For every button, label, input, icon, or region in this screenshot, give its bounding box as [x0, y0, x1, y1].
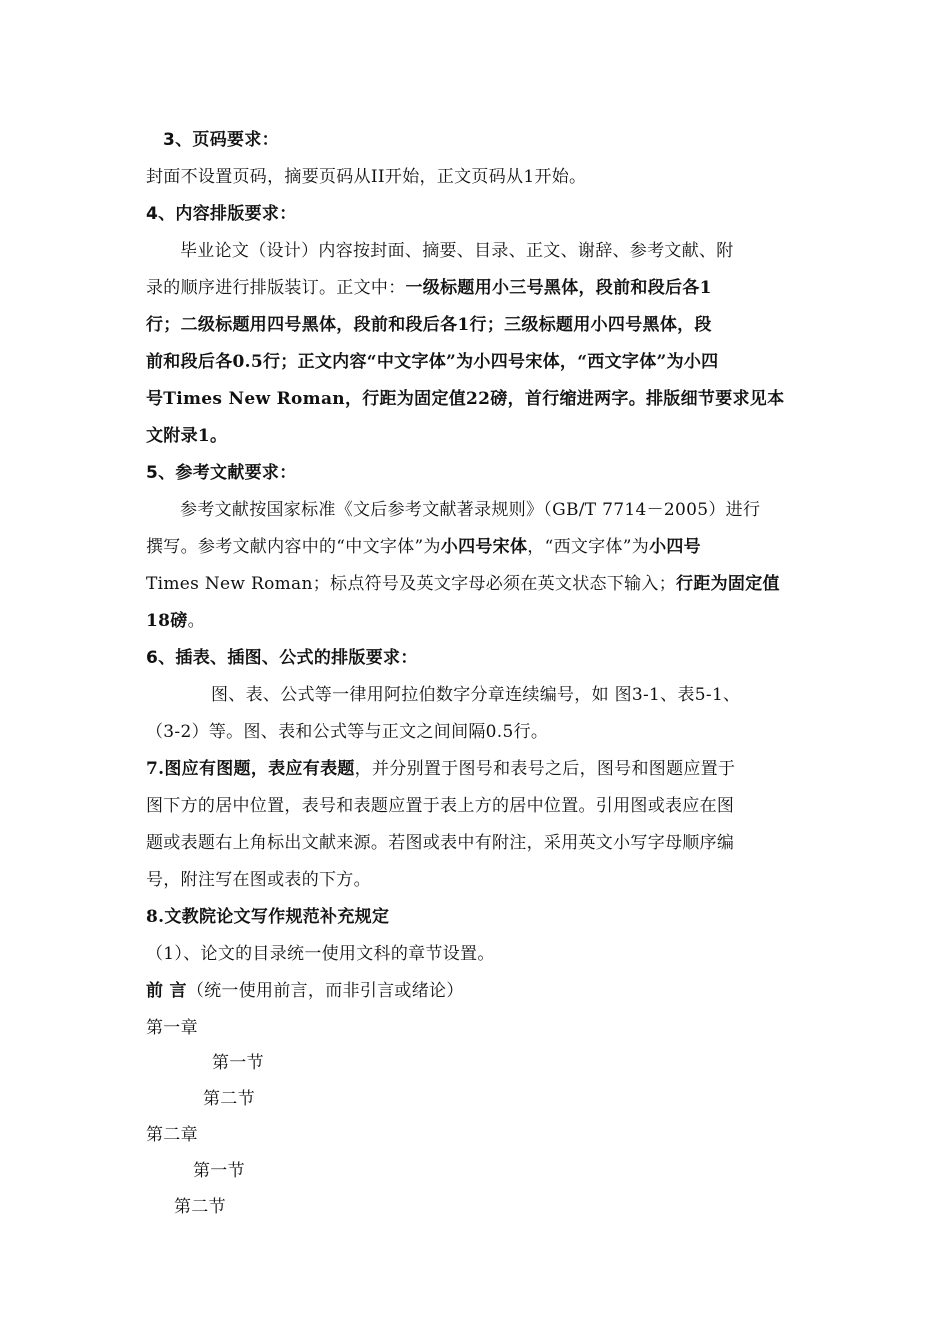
- preface-line: [146, 979, 464, 1003]
- toc-chapter-1-section-2: 第二节: [203, 1089, 255, 1109]
- toc-chapter-2-section-2: 第二节: [174, 1197, 226, 1217]
- toc-chapter-2: 第二章: [146, 1125, 198, 1145]
- toc-chapter-1: 第一章: [146, 1018, 198, 1038]
- section-3-body: 封面不设置页码，摘要页码从II开始，正文页码从1开始。: [146, 167, 587, 187]
- section-4-line-4: 前和段后各0.5行；正文内容“中文字体”为小四号宋体，“西文字体”为小四: [146, 352, 719, 372]
- section-8-heading: 8.文教院论文写作规范补充规定: [146, 907, 390, 927]
- section-4-line-2: [146, 276, 712, 300]
- section-7-rest: ，并分别置于图号和表号之后，图号和图题应置于: [354, 759, 736, 779]
- section-5-heading: 5、参考文献要求：: [146, 463, 297, 483]
- section-4-line-2-normal: 录的顺序进行排版装订。正文中：: [146, 278, 406, 298]
- preface-label: 前 言: [146, 981, 187, 1001]
- section-6-line-1: 图、表、公式等一律用阿拉伯数字分章连续编号，如 图3-1、表5-1、: [211, 685, 741, 705]
- preface-note: （统一使用前言，而非引言或绪论）: [186, 981, 464, 1001]
- section-7-line-2: 图下方的居中位置，表号和表题应置于表上方的居中位置。引用图或表应在图: [146, 796, 735, 816]
- section-5-line-4-b: 。: [187, 611, 205, 631]
- section-5-line-2-a: 撰写。参考文献内容中的“中文字体”为: [146, 537, 441, 557]
- section-4-heading: 4、内容排版要求：: [146, 204, 297, 224]
- section-5-line-3: [146, 572, 780, 596]
- section-4-line-1: 毕业论文（设计）内容按封面、摘要、目录、正文、谢辞、参考文献、附: [180, 241, 734, 261]
- section-6-heading: 6、插表、插图、公式的排版要求：: [146, 648, 418, 668]
- section-6-line-2: （3-2）等。图、表和公式等与正文之间间隔0.5行。: [146, 722, 549, 742]
- section-4-line-5: 号Times New Roman，行距为固定值22磅，首行缩进两字。排版细节要求见本: [146, 389, 785, 409]
- section-7-line-1: [146, 757, 735, 781]
- section-5-line-3-b: 行距为固定值: [676, 574, 780, 594]
- section-5-line-4-a: 18磅: [146, 611, 188, 631]
- section-5-line-1: 参考文献按国家标准《文后参考文献著录规则》（GB/T 7714－2005）进行: [180, 500, 761, 520]
- section-7-bold-1: 图应有图题: [164, 759, 251, 779]
- toc-chapter-2-section-1: 第一节: [193, 1161, 245, 1181]
- section-7-sep: ，: [250, 759, 269, 779]
- section-5-line-3-a: Times New Roman；标点符号及英文字母必须在英文状态下输入；: [146, 574, 677, 594]
- section-5-line-2-b: 小四号宋体: [440, 537, 528, 557]
- section-7-line-3: 题或表题右上角标出文献来源。若图或表中有附注，采用英文小写字母顺序编: [146, 833, 735, 853]
- section-7-number: 7.: [146, 759, 165, 779]
- section-5-line-2-d: 小四号: [649, 537, 701, 557]
- section-5-line-4: [146, 609, 205, 633]
- section-4-line-3: 行；二级标题用四号黑体，段前和段后各1行；三级标题用小四号黑体，段: [146, 315, 712, 335]
- section-3-heading: 3、页码要求：: [163, 130, 279, 150]
- section-5-line-2-c: ，“西文字体”为: [527, 537, 650, 557]
- section-7-line-4: 号，附注写在图或表的下方。: [146, 870, 371, 890]
- section-7-bold-2: 表应有表题: [268, 759, 355, 779]
- section-8-rule-1: （1）、论文的目录统一使用文科的章节设置。: [146, 944, 495, 964]
- section-5-line-2: [146, 535, 701, 559]
- section-4-line-2-bold: 一级标题用小三号黑体，段前和段后各1: [405, 278, 712, 298]
- toc-chapter-1-section-1: 第一节: [212, 1053, 264, 1073]
- section-4-line-6: 文附录1。: [146, 426, 228, 446]
